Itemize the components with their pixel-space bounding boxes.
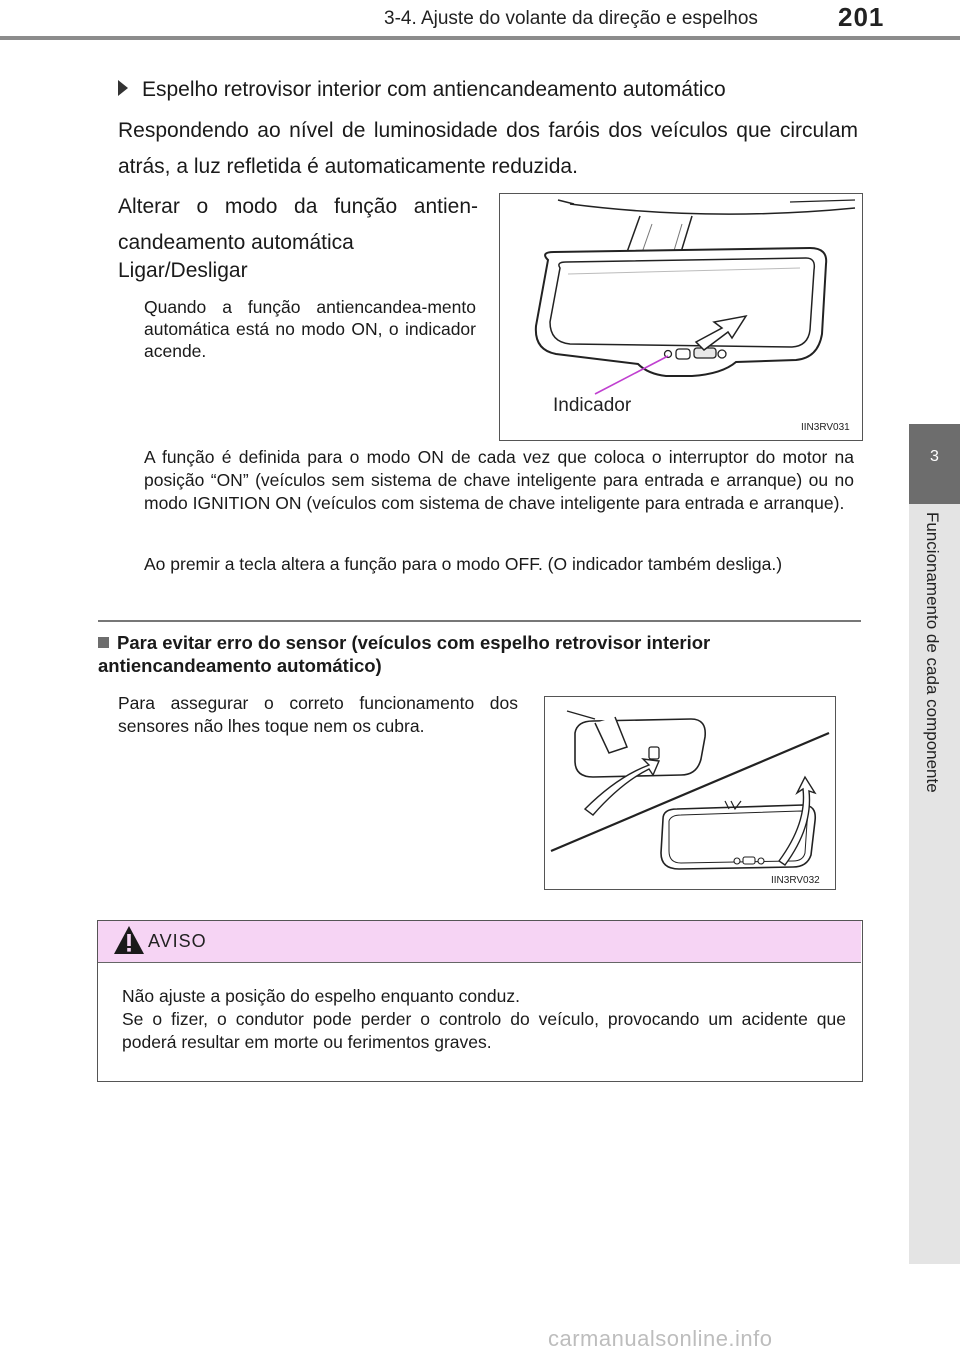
on-off-note: Quando a função antiencandea-mento automática está no modo ON, o indicador acende. bbox=[144, 297, 476, 361]
on-off-heading: Ligar/Desligar bbox=[118, 259, 248, 282]
alter-line-2: candeamento automática bbox=[118, 231, 354, 254]
warning-title: AVISO bbox=[148, 931, 207, 951]
subheading bbox=[118, 78, 858, 102]
page-number: 201 bbox=[838, 2, 885, 32]
sensor-heading bbox=[98, 631, 858, 677]
sensor-heading-text: Para evitar erro do sensor (veículos com espelho retrovisor interior antiencandeamento automático) bbox=[98, 632, 711, 676]
header-rule bbox=[0, 36, 960, 40]
para-on-mode: A função é definida para o modo ON de cada vez que coloca o interruptor do motor na posição “ON” (veículos sem sistema de chave inteligente para entrada e arranque) ou no modo IGNITION ON (veículos com sistema de chave inteligente para entrada e arranque). bbox=[144, 447, 854, 513]
watermark: carmanualsonline.info bbox=[548, 1326, 773, 1351]
subheading-text: Espelho retrovisor interior com antiencandeamento automático bbox=[142, 78, 726, 101]
chapter-number: 3 bbox=[930, 448, 939, 465]
square-bullet-icon bbox=[98, 637, 109, 648]
intro-paragraph: Respondendo ao nível de luminosidade dos faróis dos veículos que circulam atrás, a luz refletida é automaticamente reduzida. bbox=[118, 119, 858, 178]
warning-triangle-icon bbox=[112, 923, 146, 962]
figure-2-code: IIN3RV032 bbox=[771, 875, 820, 886]
section-title: 3-4. Ajuste do volante da direção e espelhos bbox=[384, 8, 758, 29]
sensor-illustration bbox=[545, 697, 835, 889]
chapter-label: Funcionamento de cada componente bbox=[923, 512, 942, 793]
figure-1-code: IIN3RV031 bbox=[801, 422, 850, 433]
warning-line-2: Se o fizer, o condutor pode perder o controlo do veículo, provocando um acidente que poderá resultar em morte ou ferimentos graves. bbox=[122, 1009, 846, 1052]
section-divider bbox=[98, 620, 861, 622]
chapter-label-container bbox=[910, 512, 954, 862]
triangle-bullet-icon bbox=[118, 80, 128, 96]
warning-text bbox=[122, 985, 846, 1054]
indicator-label: Indicador bbox=[553, 395, 632, 416]
sensor-figure bbox=[544, 696, 836, 890]
sensor-paragraph: Para assegurar o correto funcionamento dos sensores não lhes toque nem os cubra. bbox=[118, 693, 518, 736]
warning-line-1: Não ajuste a posição do espelho enquanto conduz. bbox=[122, 986, 520, 1006]
warning-header bbox=[98, 921, 861, 963]
para-off-mode: Ao premir a tecla altera a função para o modo OFF. (O indicador também desliga.) bbox=[144, 554, 783, 574]
alter-mode-text bbox=[118, 189, 478, 261]
alter-line-1: Alterar o modo da função antien- bbox=[118, 195, 478, 218]
